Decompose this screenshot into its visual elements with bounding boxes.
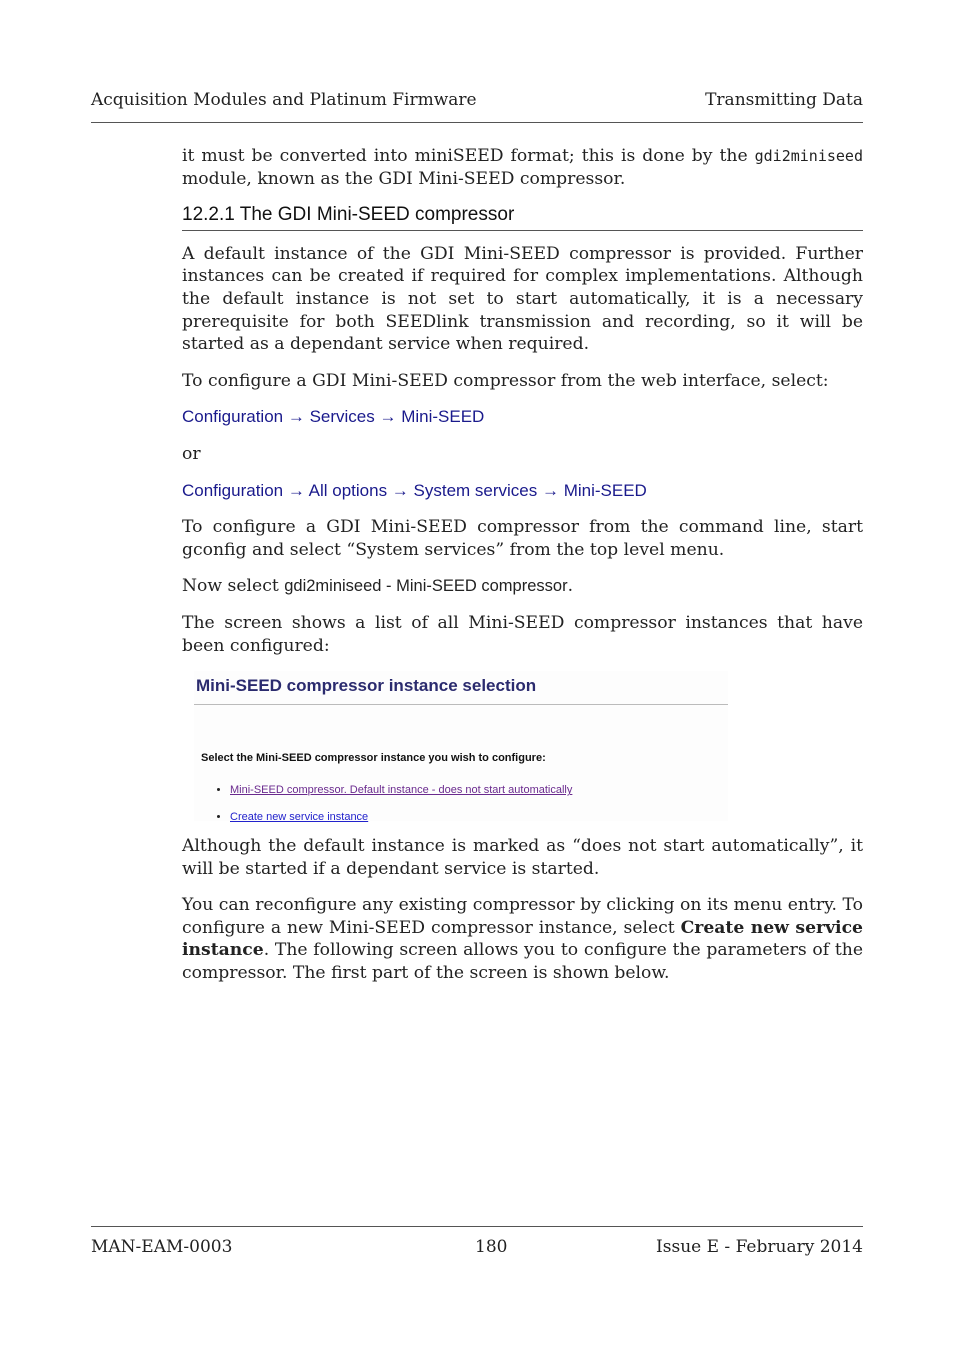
paragraph-reconfigure: [182, 894, 863, 984]
footer-document-id: MAN-EAM-0003: [91, 1237, 233, 1257]
intro-paragraph: [182, 145, 863, 190]
reconfigure-prefix: You can reconfigure any existing compressor by clicking on its menu entry. To configure a new Mini-SEED compressor instance, select: [182, 895, 863, 938]
page-header: [91, 88, 863, 123]
reconfigure-bold: Create new service instance: [182, 917, 863, 961]
screenshot-title: Mini-SEED compressor instance selection: [194, 671, 728, 705]
header-chapter-title: Transmitting Data: [705, 90, 863, 110]
list-item: [230, 783, 728, 797]
paragraph-default-instance: A default instance of the GDI Mini-SEED compressor is provided. Further instances can be created if required for complex implementations. Although the default instance is not set to start automatically, it is a necessary prerequisite for both SEEDlink transmission and recording, so it will be started as a dependant service when required.: [182, 243, 863, 355]
paragraph-screen-list: The screen shows a list of all Mini-SEED compressor instances that have been configured:: [182, 612, 863, 656]
embedded-screenshot: [194, 671, 728, 824]
now-select-suffix: .: [567, 576, 574, 597]
create-new-instance-link[interactable]: Create new service instance: [230, 811, 369, 824]
screenshot-instance-list: [194, 783, 728, 824]
page-content: [182, 145, 863, 999]
now-select-prefix: Now select: [182, 576, 285, 597]
list-item: [230, 810, 728, 824]
paragraph-default-marked: Although the default instance is marked as “does not start automatically”, it will be started if a dependant service is started.: [182, 836, 863, 879]
now-select-item: gdi2miniseed - Mini-SEED compressor: [284, 577, 568, 596]
screenshot-prompt: Select the Mini-SEED compressor instance you wish to configure:: [201, 751, 546, 764]
paragraph-web-interface: To configure a GDI Mini-SEED compressor from the web interface, select:: [182, 370, 829, 391]
page-footer: [91, 1226, 863, 1257]
intro-code: gdi2miniseed: [754, 147, 863, 165]
section-heading: 12.2.1 The GDI Mini-SEED compressor: [182, 204, 863, 231]
paragraph-now-select: [182, 575, 863, 598]
paragraph-command-line: To configure a GDI Mini-SEED compressor from the command line, start gconfig and select “System services” from the top level menu.: [182, 517, 863, 560]
nav-path-services: Configuration → Services → Mini-SEED: [182, 407, 485, 427]
reconfigure-suffix: . The following screen allows you to configure the parameters of the compressor. The first part of the screen is shown below.: [182, 940, 863, 984]
paragraph-or: or: [182, 443, 201, 464]
footer-issue: Issue E - February 2014: [656, 1237, 863, 1257]
intro-text-1: it must be converted into miniSEED format; this is done by the: [182, 146, 748, 166]
default-instance-link[interactable]: Mini-SEED compressor. Default instance - does not start automatically: [230, 784, 573, 797]
header-document-title: Acquisition Modules and Platinum Firmware: [91, 90, 477, 110]
nav-path-all-options: Configuration → All options → System services → Mini-SEED: [182, 480, 647, 500]
intro-text-2: module, known as the GDI Mini-SEED compressor.: [182, 168, 626, 189]
footer-page-number: 180: [475, 1237, 508, 1257]
